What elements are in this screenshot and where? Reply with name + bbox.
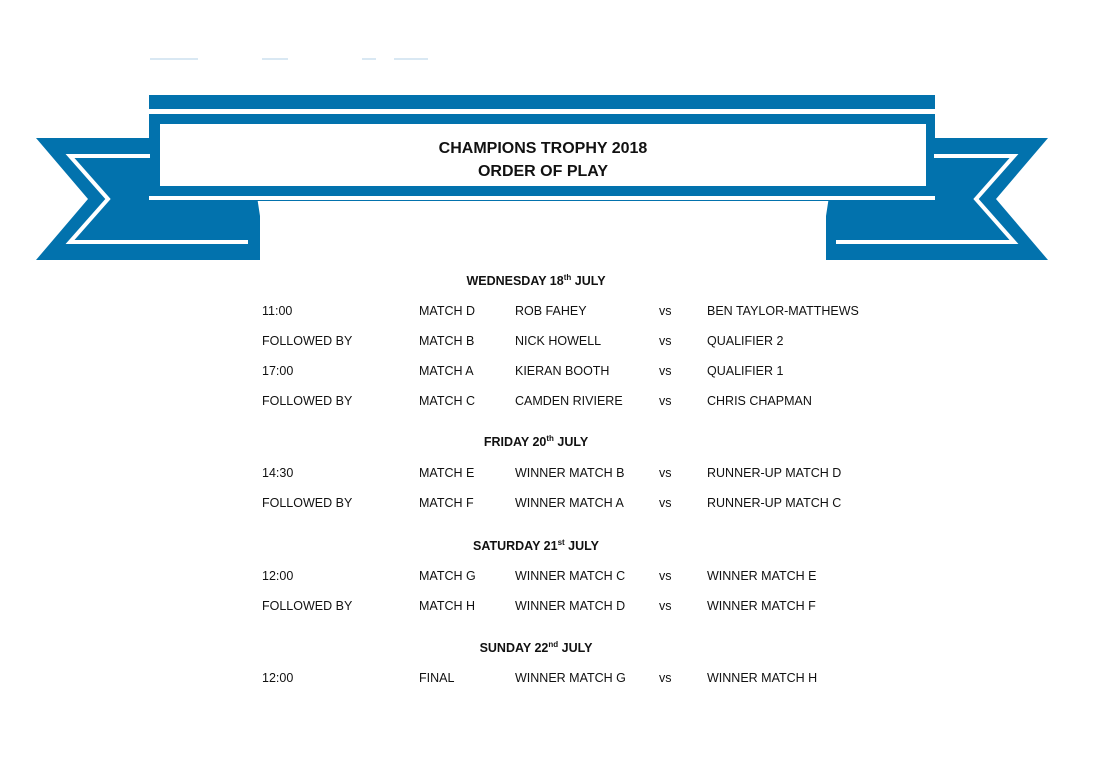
match-id: MATCH E bbox=[419, 466, 475, 480]
match-time: 14:30 bbox=[262, 466, 294, 480]
match-time: FOLLOWED BY bbox=[262, 496, 353, 510]
match-row bbox=[0, 466, 1094, 486]
match-time: FOLLOWED BY bbox=[262, 599, 353, 613]
player-one: WINNER MATCH C bbox=[515, 569, 626, 583]
title-panel bbox=[160, 124, 926, 186]
player-two: WINNER MATCH F bbox=[707, 599, 816, 613]
player-one: ROB FAHEY bbox=[515, 304, 587, 318]
day-heading: FRIDAY 20th JULY bbox=[483, 434, 589, 449]
match-row bbox=[0, 304, 1094, 324]
match-row bbox=[0, 671, 1094, 691]
match-id: MATCH D bbox=[419, 304, 476, 318]
player-one: NICK HOWELL bbox=[515, 334, 602, 348]
day-heading: SUNDAY 22nd JULY bbox=[479, 640, 593, 655]
match-row bbox=[0, 394, 1094, 414]
versus-label: vs bbox=[659, 304, 672, 318]
match-id: MATCH B bbox=[419, 334, 475, 348]
player-two: RUNNER-UP MATCH C bbox=[707, 496, 842, 510]
match-id: MATCH G bbox=[419, 569, 476, 583]
versus-label: vs bbox=[659, 599, 672, 613]
versus-label: vs bbox=[659, 394, 672, 408]
player-two: WINNER MATCH H bbox=[707, 671, 818, 685]
player-one: KIERAN BOOTH bbox=[515, 364, 610, 378]
player-two: RUNNER-UP MATCH D bbox=[707, 466, 842, 480]
match-time: FOLLOWED BY bbox=[262, 334, 353, 348]
match-id: MATCH A bbox=[419, 364, 474, 378]
match-row bbox=[0, 334, 1094, 354]
player-one: WINNER MATCH A bbox=[515, 496, 624, 510]
match-id: MATCH F bbox=[419, 496, 474, 510]
match-time: 12:00 bbox=[262, 671, 294, 685]
match-id: MATCH H bbox=[419, 599, 476, 613]
versus-label: vs bbox=[659, 466, 672, 480]
player-two: BEN TAYLOR-MATTHEWS bbox=[707, 304, 859, 318]
match-row bbox=[0, 569, 1094, 589]
match-row bbox=[0, 599, 1094, 619]
day-heading: SATURDAY 21st JULY bbox=[473, 538, 599, 553]
page-title: CHAMPIONS TROPHY 2018 bbox=[438, 140, 648, 157]
match-row bbox=[0, 364, 1094, 384]
match-time: FOLLOWED BY bbox=[262, 394, 353, 408]
match-time: 11:00 bbox=[262, 304, 293, 318]
player-two: WINNER MATCH E bbox=[707, 569, 817, 583]
player-one: CAMDEN RIVIERE bbox=[515, 394, 623, 408]
player-two: QUALIFIER 1 bbox=[707, 364, 784, 378]
page-subtitle: ORDER OF PLAY bbox=[477, 163, 609, 180]
versus-label: vs bbox=[659, 671, 672, 685]
versus-label: vs bbox=[659, 334, 672, 348]
versus-label: vs bbox=[659, 496, 672, 510]
player-two: QUALIFIER 2 bbox=[707, 334, 784, 348]
versus-label: vs bbox=[659, 364, 672, 378]
player-one: WINNER MATCH B bbox=[515, 466, 625, 480]
match-time: 12:00 bbox=[262, 569, 294, 583]
match-id: MATCH C bbox=[419, 394, 476, 408]
day-heading: WEDNESDAY 18th JULY bbox=[466, 273, 606, 288]
versus-label: vs bbox=[659, 569, 672, 583]
player-one: WINNER MATCH D bbox=[515, 599, 626, 613]
player-two: CHRIS CHAPMAN bbox=[707, 394, 812, 408]
match-row bbox=[0, 496, 1094, 516]
match-time: 17:00 bbox=[262, 364, 294, 378]
match-id: FINAL bbox=[419, 671, 455, 685]
player-one: WINNER MATCH G bbox=[515, 671, 626, 685]
